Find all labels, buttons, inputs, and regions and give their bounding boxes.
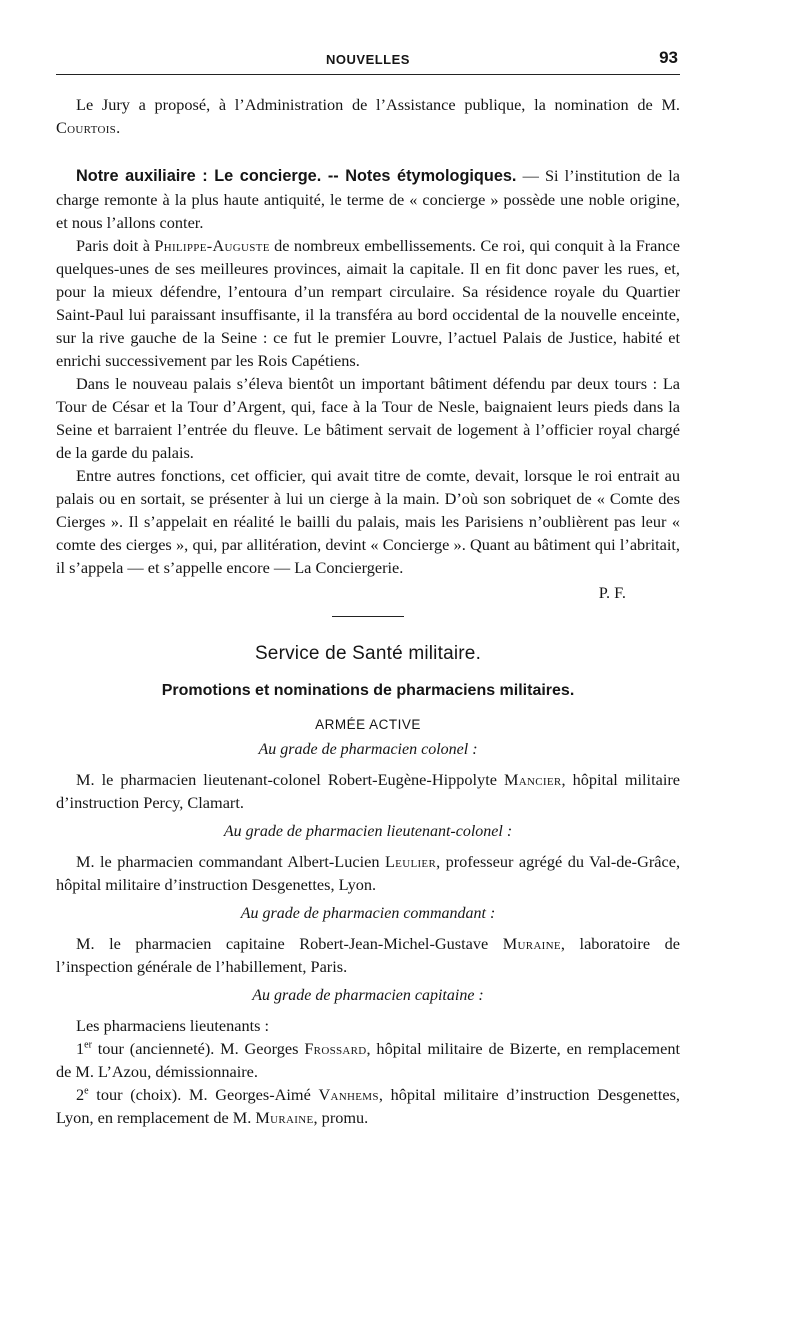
g2-text-b: , professeur agrégé du Val-de-Grâce, hôpital militaire d’instruction Desgenettes, Lyon. — [56, 852, 681, 894]
page-number: 93 — [659, 48, 678, 67]
t2-name-2: Muraine — [255, 1108, 314, 1127]
grade-commandant-entry — [56, 932, 680, 978]
concierge-paragraph-2 — [56, 234, 680, 372]
t2-name: Vanhems — [318, 1085, 379, 1104]
t2-text-b: , hôpital militaire d’instruction Desgenettes, Lyon, en remplacement de M. — [56, 1085, 680, 1127]
t1-ordinal: er — [84, 1039, 92, 1051]
running-head: NOUVELLES — [326, 52, 410, 67]
g3-text-a: M. le pharmacien capitaine Robert-Jean-Michel-Gustave — [76, 934, 503, 953]
t1-name: Frossard — [304, 1039, 367, 1058]
jury-end: . — [116, 118, 121, 137]
grade-capitaine-intro: Les pharmaciens lieutenants : — [76, 1016, 270, 1035]
tour-2-entry — [56, 1083, 680, 1129]
g2-text-a: M. le pharmacien commandant Albert-Lucien — [76, 852, 385, 871]
t2-number: 2 — [76, 1085, 85, 1104]
jury-name: Courtois — [56, 118, 117, 137]
t1-text-a: tour (ancienneté). M. Georges — [91, 1039, 305, 1058]
page — [56, 46, 680, 1129]
concierge-paragraph-4: Entre autres fonctions, cet officier, qui avait titre de comte, devait, lorsque le roi entrait au palais ou en sortait, se présenter à lui un cierge à la main. D’où son sobriquet de « Comte des Cierges ». Il s’appelait en réalité le bailli du palais, mais les Parisiens n’oublièrent pas leur « comte des cierges », qui, par allitération, devint « Concierge ». Quant au bâtiment qui l’abritait, il s’appela — et s’appelle encore — La Conciergerie. — [56, 466, 680, 577]
t2-text-a: tour (choix). M. Georges-Aimé — [88, 1085, 319, 1104]
g1-text-a: M. le pharmacien lieutenant-colonel Robert-Eugène-Hippolyte — [76, 770, 504, 789]
t2-ordinal: e — [84, 1085, 89, 1097]
concierge-p2-a: Paris doit à — [76, 236, 155, 255]
grade-commandant-heading: Au grade de pharmacien commandant : — [240, 905, 496, 922]
concierge-paragraph-1 — [56, 164, 680, 234]
concierge-p2-name: Philippe-Auguste — [154, 236, 270, 255]
g2-name: Leulier — [384, 852, 437, 871]
grade-capitaine-heading: Au grade de pharmacien capitaine : — [252, 987, 484, 1004]
service-subtitle: Promotions et nominations de pharmaciens militaires. — [161, 682, 575, 699]
grade-colonel-heading: Au grade de pharmacien colonel : — [258, 741, 478, 758]
concierge-heading: Notre auxiliaire : Le concierge. -- Notes étymologiques. — [76, 167, 517, 185]
tour-1-entry — [56, 1037, 680, 1083]
army-heading: ARMÉE ACTIVE — [315, 717, 421, 732]
t2-text-c: , promu. — [313, 1108, 369, 1127]
g3-name: Muraine — [502, 934, 561, 953]
jury-text: Le Jury a proposé, à l’Administration de l’Assistance publique, la nomination de M. — [76, 95, 680, 114]
grade-colonel-entry — [56, 768, 680, 814]
page-header — [56, 46, 680, 75]
grade-lt-colonel-entry — [56, 850, 680, 896]
service-title: Service de Santé militaire. — [254, 643, 482, 664]
section-divider — [332, 616, 404, 617]
g1-text-b: , hôpital militaire d’instruction Percy, Clamart. — [56, 770, 681, 812]
t1-text-b: , hôpital militaire de Bizerte, en remplacement de M. L’Azou, démissionnaire. — [56, 1039, 680, 1081]
g3-text-b: , laboratoire de l’inspection générale de l’habillement, Paris. — [56, 934, 680, 976]
concierge-p1-text: — Si l’institution de la charge remonte à la plus haute antiquité, le terme de « concierge » possède une noble origine, et nous l’allons conter. — [56, 166, 680, 232]
concierge-p2-b: de nombreux embellissements. Ce roi, qui conquit à la France quelques-unes de ses meilleures provinces, aimait la capitale. Il en fit donc paver les rues, et, pour la mieux défendre, l’entoura d’un rempart circulaire. Sa résidence royale du Quartier Saint-Paul lui paraissant insuffisante, il la transféra au bord occidental de la nouvelle enceinte, sur la rive gauche de la Seine : ce fut le premier Louvre, l’actuel Palais de Justice, habité et enrichi successivement par les Rois Capétiens. — [56, 236, 681, 370]
signature: P. F. — [598, 583, 626, 602]
t1-number: 1 — [76, 1039, 85, 1058]
g1-name: Mancier — [503, 770, 562, 789]
jury-paragraph — [56, 93, 680, 139]
grade-lt-colonel-heading: Au grade de pharmacien lieutenant-colonel : — [223, 823, 513, 840]
concierge-paragraph-3: Dans le nouveau palais s’éleva bientôt un important bâtiment défendu par deux tours : La Tour de César et la Tour d’Argent, qui, face à la Tour de Nesle, baignaient leurs pieds dans la Seine et barraient l’entrée du fleuve. Le bâtiment servait de logement à l’officier royal chargé de la garde du palais. — [56, 374, 680, 462]
